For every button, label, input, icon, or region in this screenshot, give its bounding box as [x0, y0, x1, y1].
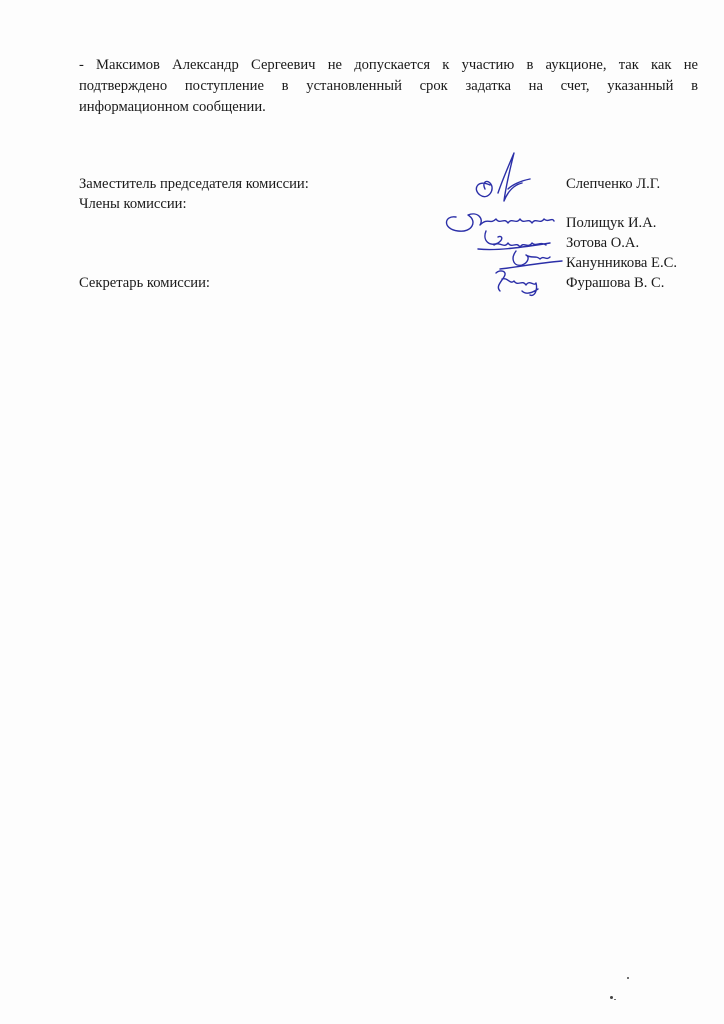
member-name-3: Канунникова Е.С.: [566, 255, 677, 271]
deputy-chair-name: Слепченко Л.Г.: [566, 176, 661, 192]
decision-line-1: - Максимов Александр Сергеевич не допускается к участию в аукционе, так как не: [79, 57, 698, 73]
decision-line-3: информационном сообщении.: [79, 99, 266, 115]
scan-speck: [614, 999, 616, 1000]
members-label: Члены комиссии:: [79, 196, 187, 212]
signature-member-1: [447, 214, 555, 231]
decision-paragraph: [79, 55, 698, 118]
signature-secretary: [496, 271, 538, 295]
signature-deputy-chair: [476, 153, 530, 201]
member-name-1: Полищук И.А.: [566, 215, 657, 231]
handwritten-signatures: [438, 145, 578, 305]
signatures-svg: [438, 145, 578, 305]
deputy-chair-label: Заместитель председателя комиссии:: [79, 176, 309, 192]
signature-member-3: [500, 251, 562, 269]
signature-member-2: [478, 231, 550, 250]
decision-line-2: подтверждено поступление в установленный срок задатка на счет, указанный в: [79, 78, 698, 94]
scan-speck: [627, 977, 629, 979]
scan-speck: [610, 996, 613, 999]
member-name-2: Зотова О.А.: [566, 235, 640, 251]
secretary-name: Фурашова В. С.: [566, 275, 665, 291]
secretary-label: Секретарь комиссии:: [79, 275, 210, 291]
